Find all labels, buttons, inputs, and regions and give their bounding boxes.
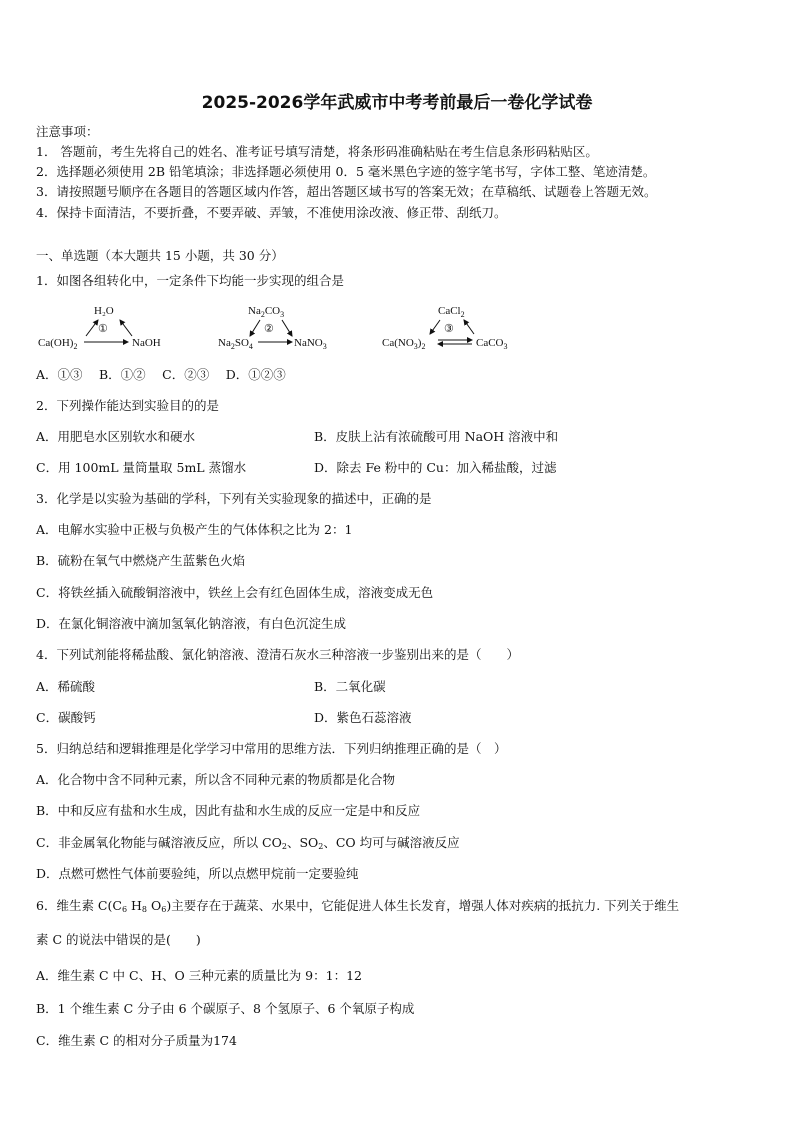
- q5-option-b: B．中和反应有盐和水生成，因此有盐和水生成的反应一定是中和反应: [36, 803, 421, 818]
- notice-item-4: 4．保持卡面清洁，不要折叠，不要弄破、弄皱，不准使用涂改液、修正带、刮纸刀。: [36, 205, 507, 220]
- g2-right-formula: NaNO$_3$: [294, 337, 327, 351]
- q4-option-b: B．二氧化碳: [314, 679, 386, 694]
- q3-option-a: A．电解水实验中正极与负极产生的气体体积之比为 2：1: [36, 522, 353, 537]
- g3-arrow-down-left: [430, 320, 440, 334]
- q4-option-a: A．稀硫酸: [36, 679, 96, 694]
- g2-left-formula: $Na_2SO_4$: [218, 337, 253, 351]
- q2-option-c: C．用 100mL 量筒量取 5mL 蒸馏水: [36, 460, 247, 475]
- q4-stem: 4．下列试剂能将稀盐酸、氯化钠溶液、澄清石灰水三种溶液一步鉴别出来的是（ ）: [36, 647, 519, 662]
- q2-option-d: D．除去 Fe 粉中的 Cu：加入稀盐酸，过滤: [314, 460, 557, 475]
- q6-option-c: C．维生素 C 的相对分子质量为174: [36, 1033, 237, 1048]
- g1-right-formula: NaOH: [132, 337, 161, 349]
- g2-arrow-down-left: [250, 320, 260, 336]
- notice-item-2: 2．选择题必须使用 2B 铅笔填涂；非选择题必须使用 0．5 毫米黑色字迹的签字笔书写，字体工整、笔迹清楚。: [36, 164, 656, 179]
- q3-option-c: C．将铁丝插入硫酸铜溶液中，铁丝上会有红色固体生成，溶液变成无色: [36, 585, 434, 600]
- q6-option-b: B．1 个维生素 C 分子由 6 个碳原子、8 个氢原子、6 个氧原子构成: [36, 1001, 415, 1016]
- notice-item-1: 1． 答题前，考生先将自己的姓名、准考证号填写清楚，将条形码准确粘贴在考生信息条形码粘贴区。: [36, 144, 598, 159]
- g2-arrow-down-right: [282, 320, 292, 336]
- q5-option-c: C．非金属氧化物能与碱溶液反应，所以 $CO_2$、$SO_2$、CO 均可与碱溶液反应: [36, 835, 460, 851]
- notice-heading: 注意事项：: [36, 124, 99, 139]
- g3-left-formula: $Ca(NO_3)_2$: [382, 337, 426, 351]
- q2-option-a: A．用肥皂水区别软水和硬水: [36, 429, 196, 444]
- q1-stem: 1．如图各组转化中，一定条件下均能一步实现的组合是: [36, 273, 344, 288]
- g2-number: ②: [264, 323, 274, 335]
- q4-option-d: D．紫色石蕊溶液: [314, 710, 412, 725]
- g3-right-formula: CaCO$_3$: [476, 337, 508, 351]
- q6-stem: 6．维生素 $C(C_6$ $H_8$ $O_6$)主要存在于蔬菜、水果中，它能促进人体生长发育，增强人体对疾病的抵抗力. 下列关于维生: [36, 898, 680, 914]
- g1-arrow-up-right: [120, 320, 132, 336]
- q3-stem: 3．化学是以实验为基础的学科，下列有关实验现象的描述中，正确的是: [36, 491, 432, 506]
- g3-top-formula: CaCl$_2$: [438, 305, 465, 319]
- q6-stem-line2: 素 C 的说法中错误的是( ): [36, 932, 201, 947]
- q1-group-1: [38, 305, 161, 351]
- g3-number: ③: [444, 323, 454, 335]
- q2-option-b: B．皮肤上沾有浓硫酸可用 NaOH 溶液中和: [314, 429, 559, 444]
- g1-left-formula: $Ca(OH)_2$: [38, 337, 78, 351]
- g1-number: ①: [98, 323, 108, 335]
- q3-option-d: D．在氯化铜溶液中滴加氢氧化钠溶液，有白色沉淀生成: [36, 616, 347, 631]
- q1-conversion-diagram: [36, 300, 556, 358]
- g1-arrow-up: [86, 320, 98, 336]
- g3-arrow-up-left: [464, 320, 474, 334]
- q1-group-3: [382, 305, 508, 351]
- q2-stem: 2．下列操作能达到实验目的的是: [36, 398, 219, 413]
- q6-option-a: A．维生素 C 中 C、H、O 三种元素的质量比为 9：1：12: [36, 968, 362, 983]
- q5-stem: 5．归纳总结和逻辑推理是化学学习中常用的思维方法．下列归纳推理正确的是（ ）: [36, 741, 507, 756]
- q1-group-2: [218, 305, 327, 351]
- section-heading: 一、单选题（本大题共 15 小题，共 30 分）: [36, 248, 284, 263]
- g1-top-formula: H₂O: [94, 305, 114, 317]
- q5-option-a: A．化合物中含不同种元素，所以含不同种元素的物质都是化合物: [36, 772, 396, 787]
- q4-option-c: C．碳酸钙: [36, 710, 96, 725]
- q3-option-b: B．硫粉在氧气中燃烧产生蓝紫色火焰: [36, 553, 246, 568]
- q5-option-d: D．点燃可燃性气体前要验纯，所以点燃甲烷前一定要验纯: [36, 866, 359, 881]
- page-title: 2025-2026学年武威市中考考前最后一卷化学试卷: [201, 93, 593, 113]
- q1-options: A．①③ B．①② C．②③ D．①②③: [36, 367, 286, 382]
- g2-top-formula: $Na_2CO_3$: [248, 305, 285, 319]
- notice-item-3: 3．请按照题号顺序在各题目的答题区域内作答，超出答题区域书写的答案无效；在草稿纸、试题卷上答题无效。: [36, 184, 657, 199]
